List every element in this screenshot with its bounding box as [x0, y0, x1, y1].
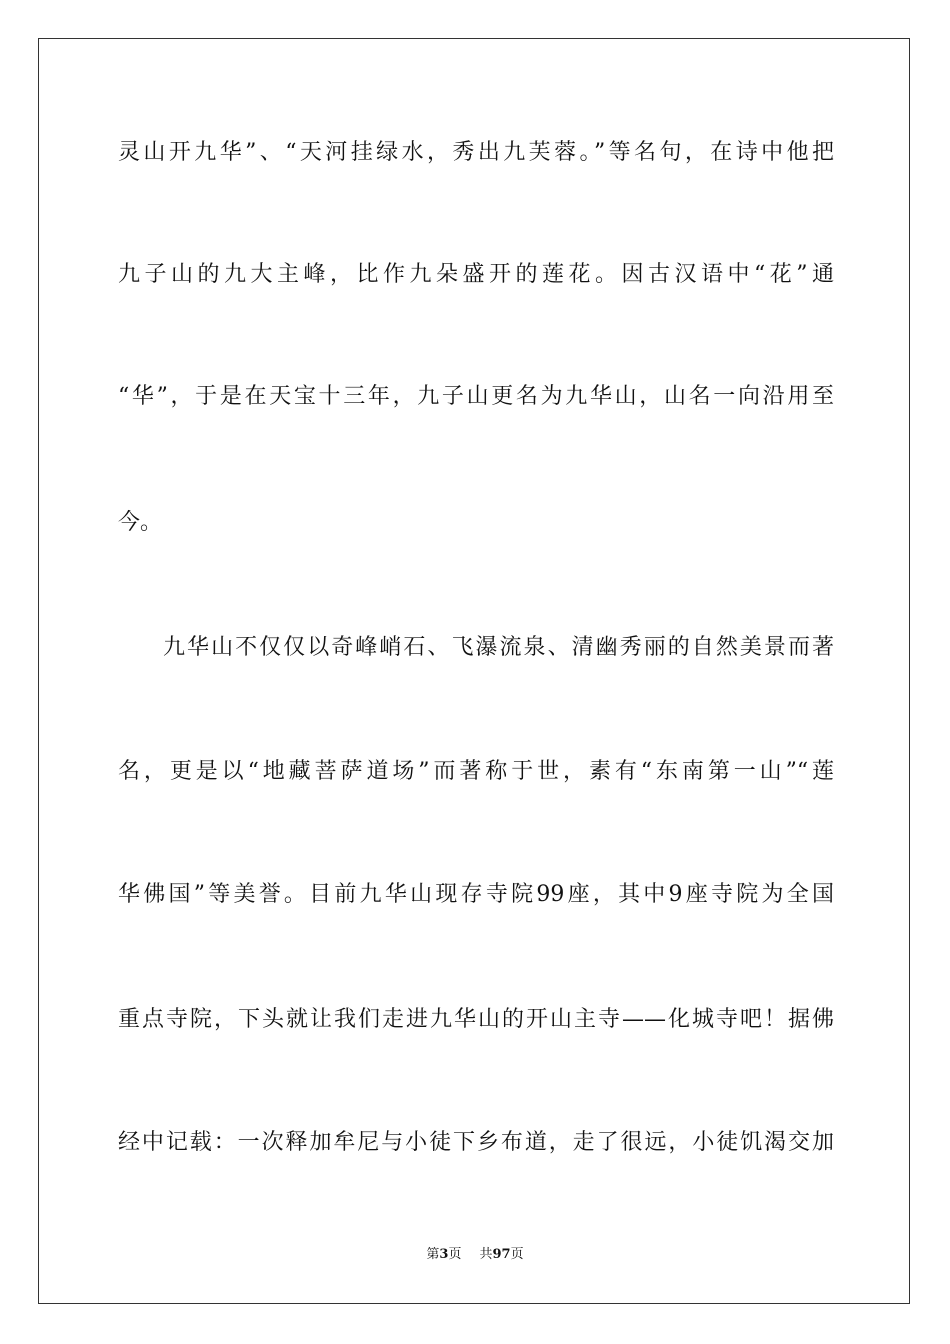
page-footer	[0, 1246, 950, 1264]
page-frame	[38, 38, 910, 1304]
body-line-7: 华佛国”等美誉。目前九华山现存寺院99座，其中9座寺院为全国	[118, 882, 834, 907]
body-line-6: 名，更是以“地藏菩萨道场”而著称于世，素有“东南第一山”“莲	[118, 759, 834, 784]
body-line-3: “华”，于是在天宝十三年，九子山更名为九华山，山名一向沿用至	[118, 384, 834, 409]
footer-total-suffix: 页	[510, 1247, 524, 1262]
body-line-9: 经中记载：一次释加牟尼与小徒下乡布道，走了很远，小徒饥渴交加	[118, 1130, 834, 1155]
footer-page-total: 97	[492, 1247, 511, 1262]
footer-page-current: 3	[439, 1247, 449, 1262]
body-line-2: 九子山的九大主峰，比作九朵盛开的莲花。因古汉语中“花”通	[118, 262, 834, 287]
body-line-4: 今。	[118, 510, 163, 535]
body-line-8: 重点寺院，下头就让我们走进九华山的开山主寺——化城寺吧！据佛	[118, 1007, 834, 1032]
footer-page-suffix: 页	[448, 1247, 462, 1262]
footer-total-prefix: 共	[479, 1247, 493, 1262]
body-line-5: 九华山不仅仅以奇峰峭石、飞瀑流泉、清幽秀丽的自然美景而著	[163, 635, 834, 660]
footer-page-prefix: 第	[426, 1247, 440, 1262]
body-line-1: 灵山开九华”、“天河挂绿水，秀出九芙蓉。”等名句，在诗中他把	[118, 140, 834, 165]
